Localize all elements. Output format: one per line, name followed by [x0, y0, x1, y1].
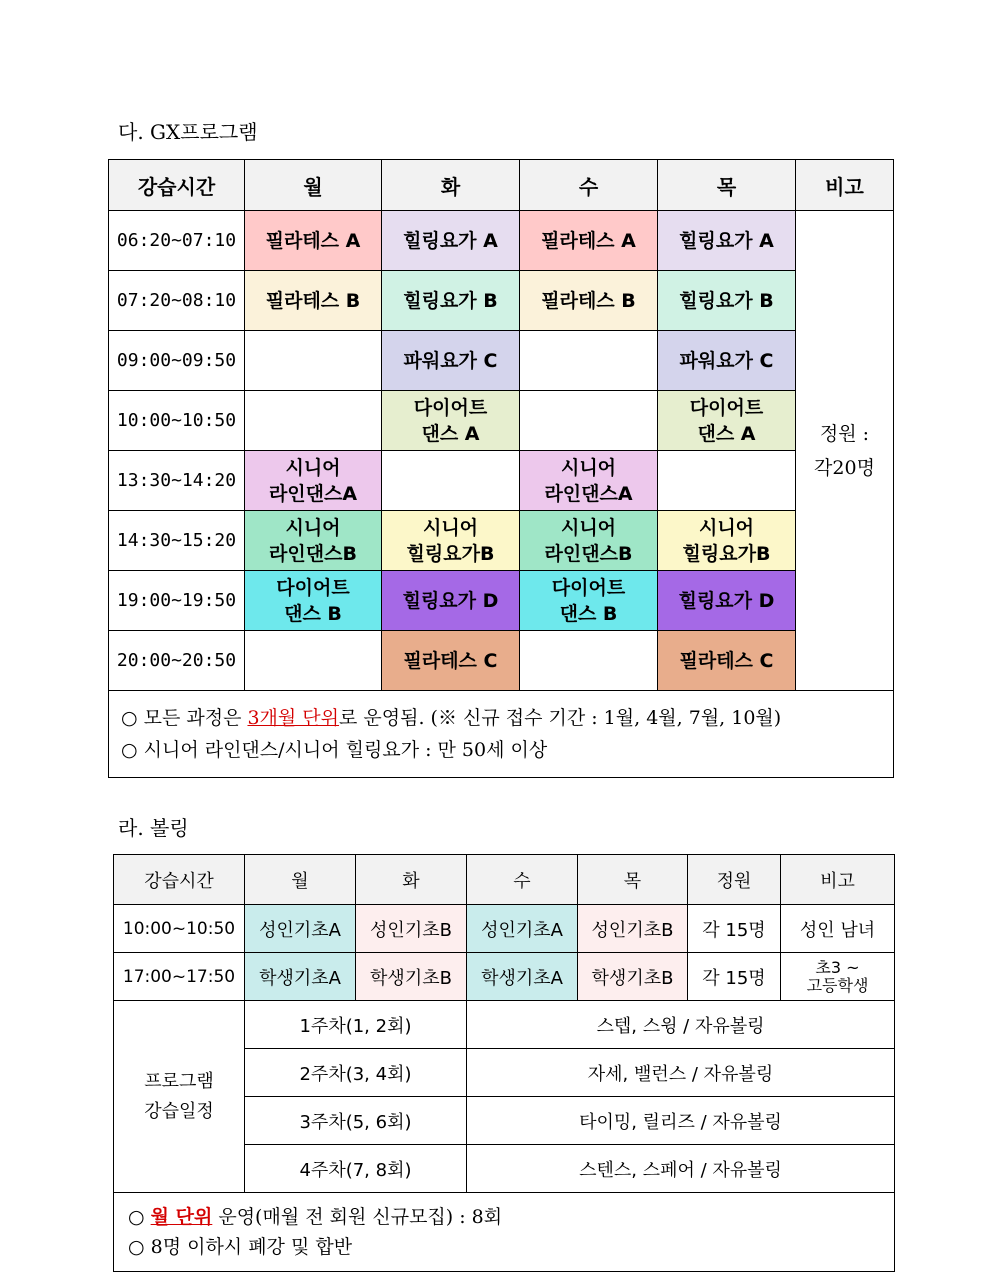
class-line1: 다이어트 — [276, 576, 350, 599]
class-line1: 시니어 — [422, 516, 479, 539]
schedule-label-line2: 강습일정 — [144, 1100, 214, 1122]
class-line1: 시니어 — [285, 516, 341, 539]
gx-header-mon: 월 — [245, 160, 382, 211]
class-cell — [245, 331, 382, 391]
table-row — [114, 953, 895, 1001]
class-cell — [520, 391, 658, 451]
class-line1: 다이어트 — [413, 396, 488, 419]
content-cell: 타이밍, 릴리즈 / 자유볼링 — [467, 1097, 895, 1145]
gx-header-tue: 화 — [382, 160, 520, 211]
class-cell: 성인기초A — [467, 905, 578, 953]
table-row — [109, 631, 894, 691]
class-cell: 필라테스 C — [658, 631, 796, 691]
class-cell: 성인기초A — [245, 905, 356, 953]
class-line2: 댄스 B — [284, 602, 342, 625]
note-text: ○ — [128, 1206, 151, 1228]
class-cell: 필라테스 C — [382, 631, 520, 691]
capacity-cell: 각 15명 — [688, 905, 781, 953]
note-line1: 초3 ~ — [815, 957, 860, 977]
gx-header-thu: 목 — [658, 160, 796, 211]
class-cell: 파워요가 C — [658, 331, 796, 391]
note-text: 운영(매월 전 회원 신규모집) : 8회 — [212, 1206, 503, 1228]
bowling-header-note: 비고 — [781, 855, 895, 905]
class-cell: 학생기초B — [356, 953, 467, 1001]
note-text: ○ 모든 과정은 — [121, 707, 248, 729]
class-line2: 라인댄스B — [544, 542, 633, 565]
class-cell — [245, 451, 382, 511]
class-line2: 라인댄스B — [269, 542, 357, 565]
schedule-label — [114, 1001, 245, 1193]
class-cell: 힐링요가 D — [658, 571, 796, 631]
note-cell — [781, 953, 895, 1001]
schedule-label-line1: 프로그램 — [144, 1070, 214, 1092]
gx-header-note: 비고 — [796, 160, 894, 211]
class-cell: 성인기초B — [356, 905, 467, 953]
bowling-header-tue: 화 — [356, 855, 467, 905]
bowling-header-wed: 수 — [467, 855, 578, 905]
table-row — [109, 271, 894, 331]
class-line1: 시니어 — [560, 516, 617, 539]
note-cell: 성인 남녀 — [781, 905, 895, 953]
table-row — [109, 391, 894, 451]
capacity-note-line1: 정원 : — [819, 422, 870, 445]
content-cell: 스텝, 스윙 / 자유볼링 — [467, 1001, 895, 1049]
class-line1: 시니어 — [285, 456, 341, 479]
class-cell — [245, 631, 382, 691]
class-line2: 라인댄스A — [544, 482, 633, 505]
time-cell: 17:00~17:50 — [114, 953, 245, 1001]
time-cell: 10:00~10:50 — [109, 391, 245, 451]
class-cell — [245, 511, 382, 571]
class-cell: 필라테스 B — [520, 271, 658, 331]
bowling-header-thu: 목 — [578, 855, 688, 905]
bowling-notes-row — [114, 1193, 895, 1272]
gx-header-time: 강습시간 — [109, 160, 245, 211]
class-cell — [658, 391, 796, 451]
class-line2: 댄스 A — [697, 422, 756, 445]
class-cell — [382, 511, 520, 571]
class-cell: 성인기초B — [578, 905, 688, 953]
gx-notes-row — [109, 691, 894, 778]
class-line1: 다이어트 — [689, 396, 764, 419]
class-cell: 파워요가 C — [382, 331, 520, 391]
gx-note-1 — [121, 702, 881, 734]
class-cell: 필라테스 A — [245, 211, 382, 271]
table-row — [109, 331, 894, 391]
time-cell: 20:00~20:50 — [109, 631, 245, 691]
table-row — [114, 905, 895, 953]
gx-schedule-table — [108, 159, 894, 778]
class-cell — [382, 391, 520, 451]
bowling-notes — [114, 1193, 895, 1272]
class-cell — [520, 571, 658, 631]
capacity-cell: 각 15명 — [688, 953, 781, 1001]
class-line2: 댄스 A — [421, 422, 480, 445]
class-cell: 학생기초B — [578, 953, 688, 1001]
class-cell — [520, 631, 658, 691]
class-line1: 시니어 — [560, 456, 617, 479]
class-cell — [245, 391, 382, 451]
time-cell: 14:30~15:20 — [109, 511, 245, 571]
gx-notes — [109, 691, 894, 778]
week-cell: 3주차(5, 6회) — [245, 1097, 467, 1145]
class-cell: 힐링요가 A — [382, 211, 520, 271]
class-cell — [658, 451, 796, 511]
time-cell: 13:30~14:20 — [109, 451, 245, 511]
class-line2: 힐링요가B — [682, 542, 771, 565]
gx-header-wed: 수 — [520, 160, 658, 211]
class-cell — [245, 571, 382, 631]
class-cell — [658, 511, 796, 571]
class-line1: 다이어트 — [551, 576, 626, 599]
class-cell: 학생기초A — [467, 953, 578, 1001]
bowling-schedule-table — [113, 854, 895, 1272]
class-cell: 필라테스 A — [520, 211, 658, 271]
time-cell: 10:00~10:50 — [114, 905, 245, 953]
class-cell: 학생기초A — [245, 953, 356, 1001]
content-cell: 자세, 밸런스 / 자유볼링 — [467, 1049, 895, 1097]
class-cell: 힐링요가 D — [382, 571, 520, 631]
class-cell: 힐링요가 B — [658, 271, 796, 331]
class-line2: 라인댄스A — [268, 482, 358, 505]
week-cell: 4주차(7, 8회) — [245, 1145, 467, 1193]
table-row — [109, 211, 894, 271]
gx-heading: 다. GX프로그램 — [118, 120, 258, 144]
table-row — [109, 451, 894, 511]
bowling-header-mon: 월 — [245, 855, 356, 905]
week-cell: 2주차(3, 4회) — [245, 1049, 467, 1097]
time-cell: 07:20~08:10 — [109, 271, 245, 331]
class-cell — [520, 511, 658, 571]
content-cell: 스텐스, 스페어 / 자유볼링 — [467, 1145, 895, 1193]
bowling-header-capacity: 정원 — [688, 855, 781, 905]
note-line2: 고등학생 — [806, 975, 869, 995]
bowling-note-1 — [128, 1202, 880, 1232]
time-cell: 19:00~19:50 — [109, 571, 245, 631]
bowling-note-2: ○ 8명 이하시 폐강 및 합반 — [128, 1236, 353, 1258]
table-row — [109, 571, 894, 631]
class-cell — [382, 451, 520, 511]
note-highlight: 3개월 단위 — [247, 707, 340, 729]
class-cell: 필라테스 B — [245, 271, 382, 331]
class-cell: 힐링요가 A — [658, 211, 796, 271]
week-cell: 1주차(1, 2회) — [245, 1001, 467, 1049]
class-line2: 힐링요가B — [406, 542, 495, 565]
time-cell: 06:20~07:10 — [109, 211, 245, 271]
note-text: 로 운영됨. (※ 신규 접수 기간 : 1월, 4월, 7월, 10월) — [339, 707, 782, 729]
class-cell — [520, 451, 658, 511]
gx-note-2: ○ 시니어 라인댄스/시니어 힐링요가 : 만 50세 이상 — [121, 739, 548, 761]
time-cell: 09:00~09:50 — [109, 331, 245, 391]
bowling-heading: 라. 볼링 — [118, 816, 189, 840]
class-line2: 댄스 B — [559, 602, 618, 625]
class-cell — [520, 331, 658, 391]
bowling-header-time: 강습시간 — [114, 855, 245, 905]
gx-header-row — [109, 160, 894, 211]
note-highlight: 월 단위 — [150, 1206, 213, 1228]
bowling-header-row — [114, 855, 895, 905]
capacity-note — [796, 211, 894, 691]
capacity-note-line2: 각20명 — [814, 456, 875, 479]
class-line1: 시니어 — [698, 516, 755, 539]
class-cell: 힐링요가 B — [382, 271, 520, 331]
table-row — [109, 511, 894, 571]
table-row — [114, 1001, 895, 1049]
